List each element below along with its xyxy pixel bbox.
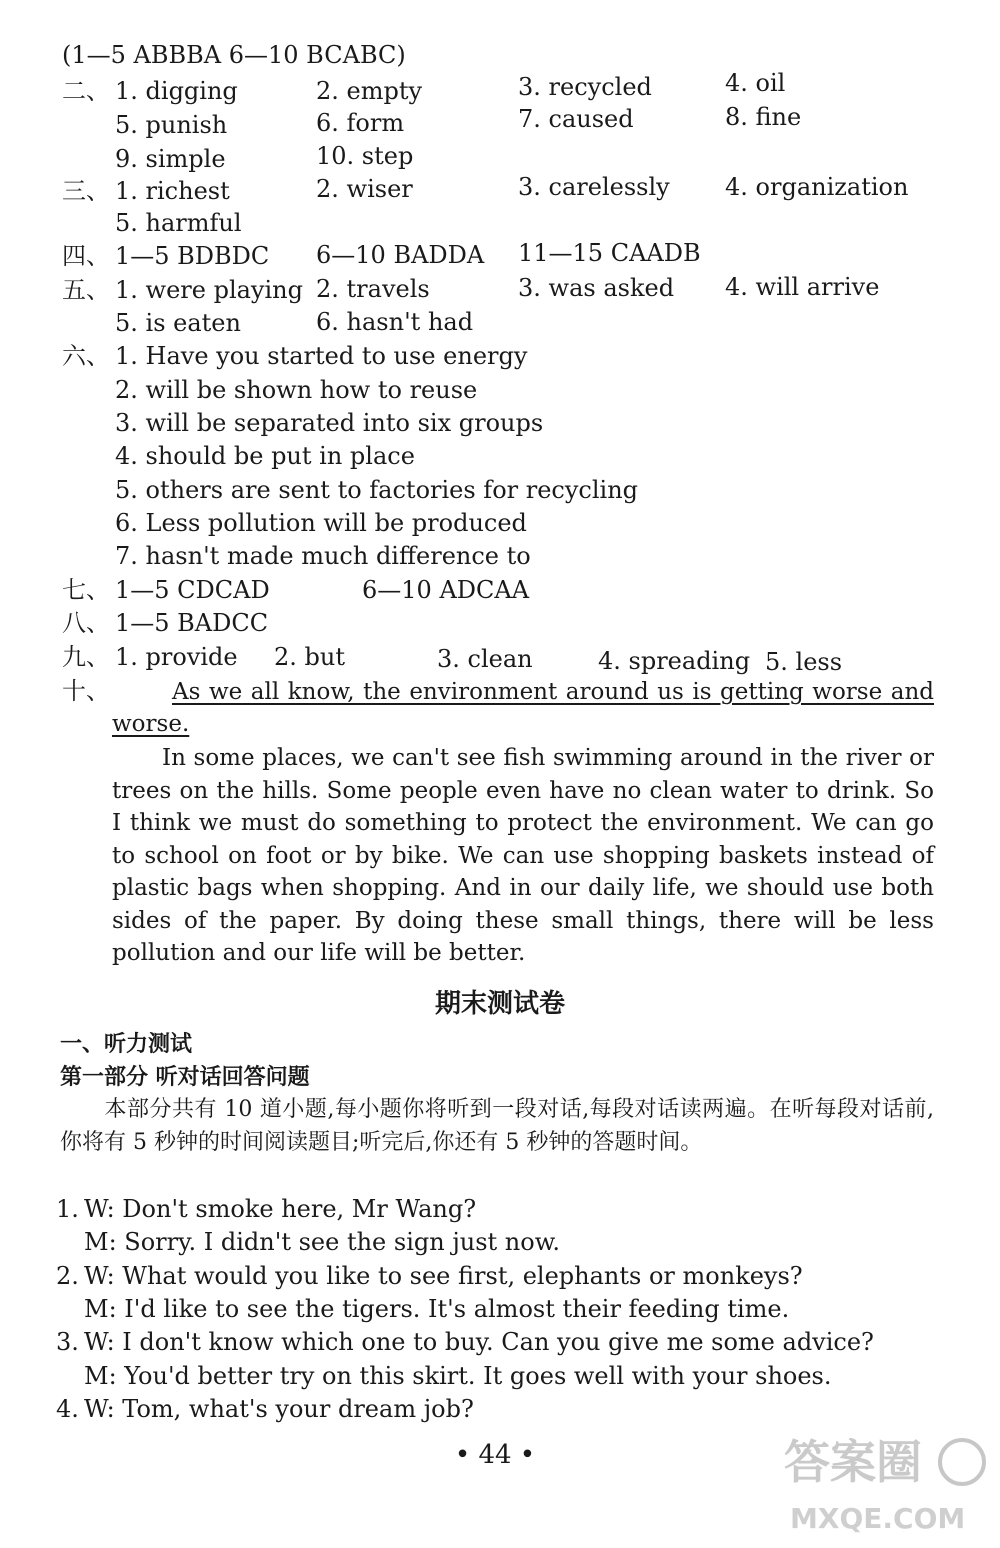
answer-item: 11—15 CAADB bbox=[518, 239, 701, 267]
essay-paragraph: In some places, we can't see fish swimming around in the river or trees on the hills. Some people even have no clean water to drink. So I think we must do something to protect the environment. We can go to school on foot or by bike. We can use shopping baskets instead of plastic bags when shopping. And in our daily life, we should use both sides of the paper. By doing these small things, there will be less pollution and our life will be better. bbox=[112, 745, 934, 966]
section-label-3: 三、 bbox=[62, 177, 110, 205]
answer-item: 3. clean bbox=[437, 645, 533, 673]
section-label-5: 五、 bbox=[62, 276, 110, 304]
dialogue-line-w: W: I don't know which one to buy. Can you give me some advice? bbox=[84, 1328, 874, 1356]
answer-item: 1—5 BADCC bbox=[115, 609, 269, 637]
answer-item: 3. recycled bbox=[518, 73, 652, 101]
answer-item: 7. hasn't made much difference to bbox=[115, 542, 531, 570]
answer-item: 6. Less pollution will be produced bbox=[115, 509, 527, 537]
answer-item: 8. fine bbox=[725, 103, 802, 131]
section-label-8: 八、 bbox=[62, 609, 110, 637]
dialogue-number: 3. bbox=[56, 1328, 79, 1356]
section-label-7: 七、 bbox=[62, 576, 110, 604]
dialogue-number: 1. bbox=[56, 1195, 79, 1223]
dialogue-number: 2. bbox=[56, 1262, 79, 1290]
exam-title: 期末测试卷 bbox=[434, 989, 565, 1019]
dialogue-line-m: M: You'd better try on this skirt. It goes well with your shoes. bbox=[84, 1362, 832, 1390]
dialogue-line-m: M: Sorry. I didn't see the sign just now. bbox=[84, 1228, 561, 1256]
answer-item: 2. wiser bbox=[316, 175, 413, 203]
answer-item: 4. oil bbox=[725, 69, 786, 97]
answer-item: 7. caused bbox=[518, 105, 634, 133]
answer-item: 5. less bbox=[765, 648, 843, 676]
answer-item: 5. punish bbox=[115, 111, 228, 139]
answer-item: 2. travels bbox=[316, 275, 430, 303]
dialogue-number: 4. bbox=[56, 1395, 79, 1423]
instructions-text: 本部分共有 10 道小题,每小题你将听到一段对话,每段对话读两遍。在听每段对话前,你将有 5 秒钟的时间阅读题目;听完后,你还有 5 秒钟的答题时间。 bbox=[60, 1097, 934, 1155]
answer-item: 1. were playing bbox=[115, 276, 303, 304]
answer-item: 1. provide bbox=[115, 643, 238, 671]
answer-item: 1. digging bbox=[115, 77, 238, 105]
answer-item: 6. form bbox=[316, 109, 405, 137]
instructions bbox=[60, 1093, 934, 1159]
answer-item: 4. should be put in place bbox=[115, 442, 415, 470]
essay-first-line bbox=[112, 676, 934, 740]
answer-item: 1—5 CDCAD bbox=[115, 576, 270, 604]
answer-item: 1—5 BDBDC bbox=[115, 242, 270, 270]
answer-item: 2. but bbox=[274, 643, 345, 671]
answer-item: 4. organization bbox=[725, 173, 909, 201]
section-label-9: 九、 bbox=[62, 643, 110, 671]
answer-item: 5. others are sent to factories for recycling bbox=[115, 476, 639, 504]
answer-item: 6—10 BADDA bbox=[316, 241, 485, 269]
answer-item: 10. step bbox=[316, 142, 414, 170]
answer-item: 6. hasn't had bbox=[316, 308, 474, 336]
answers-section-1: (1—5 ABBBA 6—10 BCABC) bbox=[62, 41, 406, 69]
answer-item: 6—10 ADCAA bbox=[362, 576, 530, 604]
answer-item: 5. harmful bbox=[115, 209, 242, 237]
section-label-6: 六、 bbox=[62, 342, 110, 370]
watermark-url: MXQE.COM bbox=[790, 1502, 966, 1535]
dialogue-line-w: W: What would you like to see first, elephants or monkeys? bbox=[84, 1262, 803, 1290]
sub-heading: 第一部分 听对话回答问题 bbox=[60, 1065, 310, 1090]
answer-item: 2. empty bbox=[316, 77, 423, 105]
section-label-4: 四、 bbox=[62, 242, 110, 270]
part-heading: 一、听力测试 bbox=[60, 1032, 193, 1057]
section-label-2: 二、 bbox=[62, 77, 110, 105]
dialogue-line-w: W: Don't smoke here, Mr Wang? bbox=[84, 1195, 477, 1223]
page-number: • 44 • bbox=[454, 1440, 536, 1470]
section-label-10: 十、 bbox=[62, 677, 110, 705]
dialogue-line-w: W: Tom, what's your dream job? bbox=[84, 1395, 474, 1423]
answer-item: 2. will be shown how to reuse bbox=[115, 376, 478, 404]
answer-item: 3. will be separated into six groups bbox=[115, 409, 544, 437]
dialogue-line-m: M: I'd like to see the tigers. It's almost their feeding time. bbox=[84, 1295, 790, 1323]
watermark-logo bbox=[778, 1420, 988, 1540]
answer-item: 4. spreading bbox=[598, 647, 751, 675]
answer-item: 5. is eaten bbox=[115, 309, 241, 337]
essay-topic-sentence: As we all know, the environment around us is getting worse and worse. bbox=[112, 679, 934, 737]
answer-item: 9. simple bbox=[115, 145, 226, 173]
answer-item: 1. richest bbox=[115, 177, 230, 205]
answer-item: 1. Have you started to use energy bbox=[115, 342, 528, 370]
answer-item: 3. was asked bbox=[518, 274, 675, 302]
answer-item: 3. carelessly bbox=[518, 173, 670, 201]
answer-item: 4. will arrive bbox=[725, 273, 880, 301]
watermark-text: 答案圈 bbox=[784, 1435, 922, 1489]
